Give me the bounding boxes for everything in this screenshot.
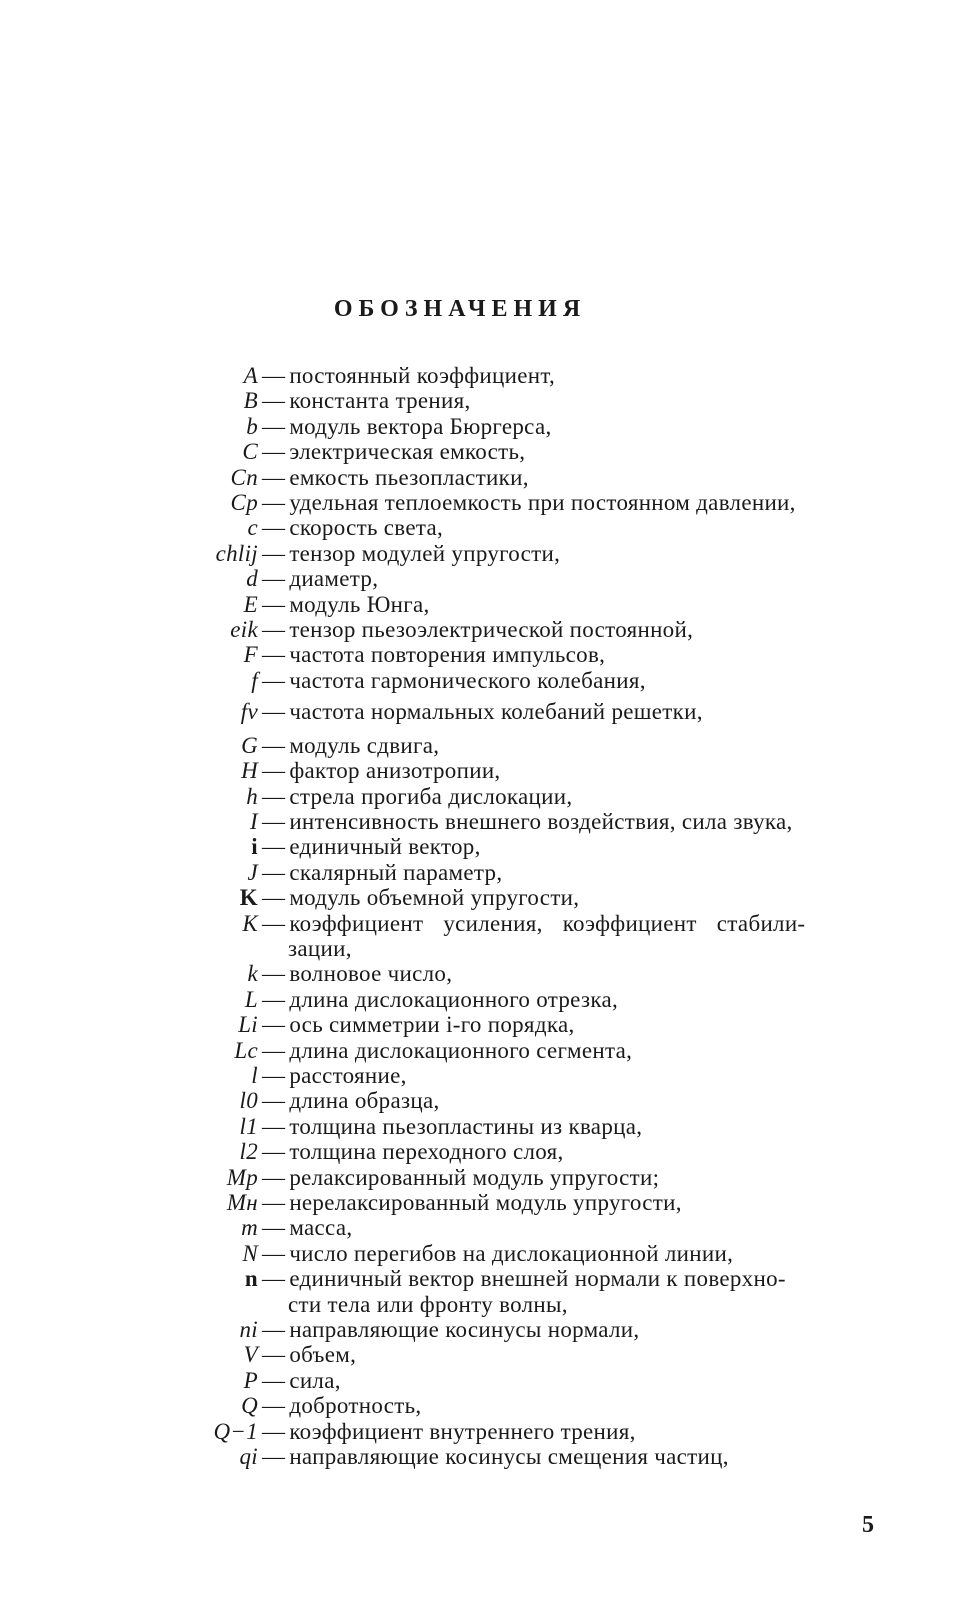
notation-symbol: d	[246, 566, 258, 592]
notation-entry	[0, 961, 979, 986]
notation-symbol: f	[251, 667, 258, 693]
notation-definition: толщина пьезопластины из кварца,	[289, 1113, 643, 1139]
notation-symbol: E	[243, 591, 258, 617]
notation-entry	[0, 1241, 979, 1266]
notation-entry	[0, 1139, 979, 1164]
notation-definition: емкость пьезопластики,	[289, 464, 529, 490]
notation-definition: объем,	[289, 1342, 357, 1368]
notation-symbol: H	[241, 758, 258, 784]
notation-entry	[0, 1215, 979, 1240]
notation-definition: длина дислокационного сегмента,	[289, 1037, 633, 1063]
notation-definition: добротность,	[289, 1393, 422, 1419]
notation-symbol: i	[251, 834, 258, 860]
notation-symbol: n	[244, 1266, 258, 1292]
notation-entry	[0, 1342, 979, 1367]
notation-entry	[0, 617, 979, 642]
notation-definition: сила,	[289, 1367, 341, 1393]
notation-definition: стрела прогиба дислокации,	[289, 783, 573, 809]
notation-definition: удельная теплоемкость при постоянном давлении,	[289, 490, 796, 516]
notation-symbol: m	[241, 1215, 258, 1241]
notation-definition: толщина переходного слоя,	[289, 1139, 564, 1165]
dash: —	[262, 413, 286, 439]
page-number: 5	[862, 1512, 874, 1538]
dash: —	[262, 986, 286, 1012]
notation-symbol: Q−1	[213, 1418, 258, 1444]
notation-symbol: G	[241, 732, 258, 758]
notation-definition: интенсивность внешнего воздействия, сила звука,	[289, 808, 793, 834]
notation-symbol: qi	[239, 1444, 258, 1470]
notation-symbol: A	[243, 363, 258, 388]
notation-entry	[0, 642, 979, 667]
dash: —	[262, 1444, 286, 1470]
notation-symbol: Li	[238, 1012, 258, 1038]
notation-definition: волновое число,	[289, 961, 453, 987]
dash: —	[262, 961, 286, 987]
notation-definition: масса,	[289, 1215, 353, 1241]
dash: —	[262, 540, 286, 566]
dash: —	[262, 1062, 286, 1088]
dash: —	[262, 910, 286, 936]
notation-symbol: b	[246, 413, 258, 439]
notation-symbol: F	[243, 642, 258, 668]
dash: —	[262, 1418, 286, 1444]
notation-entry	[0, 592, 979, 617]
notation-definition: скалярный параметр,	[289, 859, 503, 885]
notation-symbol: eik	[230, 617, 258, 643]
notation-symbol: V	[243, 1342, 258, 1368]
dash: —	[262, 566, 286, 592]
notation-symbol: C	[242, 439, 258, 465]
dash: —	[262, 439, 286, 465]
dash: —	[262, 1367, 286, 1393]
notation-entry	[0, 414, 979, 439]
notation-definition-continuation: сти тела или фронту волны,	[288, 1291, 568, 1317]
dash: —	[262, 642, 286, 668]
notation-definition: единичный вектор внешней нормали к поверхно-	[289, 1266, 786, 1292]
notation-definition: частота гармонического колебания,	[289, 667, 646, 693]
dash: —	[262, 859, 286, 885]
notation-symbol: I	[250, 808, 258, 834]
notation-entry	[0, 1038, 979, 1063]
notation-definition: константа трения,	[289, 388, 471, 414]
notation-symbol: ni	[239, 1317, 258, 1343]
dash: —	[262, 1037, 286, 1063]
notation-symbol: P	[243, 1367, 258, 1393]
dash: —	[262, 1164, 286, 1190]
notation-definition: расстояние,	[289, 1062, 407, 1088]
dash: —	[262, 758, 286, 784]
dash: —	[262, 490, 286, 516]
notation-definition: модуль объемной упругости,	[289, 885, 580, 911]
notation-symbol: J	[247, 859, 258, 885]
notation-entry	[0, 784, 979, 809]
notation-symbol: chlij	[215, 540, 258, 566]
notation-symbol: fν	[240, 699, 258, 725]
notation-symbol: l0	[239, 1088, 258, 1114]
notation-entry	[0, 1063, 979, 1088]
notation-definition: коэффициент усиления, коэффициент стабили-	[289, 910, 806, 936]
notation-definition: единичный вектор,	[289, 834, 481, 860]
dash: —	[262, 464, 286, 490]
notation-symbol: Cp	[230, 490, 258, 516]
dash: —	[262, 363, 286, 388]
notation-entry	[0, 987, 979, 1012]
notation-symbol: L	[244, 986, 258, 1012]
notation-entry	[0, 363, 979, 388]
notation-entry	[0, 439, 979, 464]
notation-entry	[0, 388, 979, 413]
page-title: ОБОЗНАЧЕНИЯ	[333, 296, 587, 322]
notation-symbol: k	[247, 961, 258, 987]
notation-entry	[0, 911, 979, 936]
notation-entry	[0, 1088, 979, 1113]
notation-definition: модуль сдвига,	[289, 732, 440, 758]
dash: —	[262, 808, 286, 834]
notation-entry	[0, 699, 979, 724]
notation-entry	[0, 758, 979, 783]
notation-entry	[0, 1012, 979, 1037]
notation-entry	[0, 885, 979, 910]
dash: —	[262, 1113, 286, 1139]
dash: —	[262, 1139, 286, 1165]
notation-entry	[0, 1419, 979, 1444]
notation-entry	[0, 668, 979, 693]
notation-symbol: K	[242, 910, 258, 936]
dash: —	[262, 783, 286, 809]
dash: —	[262, 1190, 286, 1215]
notation-symbol: l	[251, 1062, 258, 1088]
dash: —	[262, 515, 286, 541]
notation-entry	[0, 490, 979, 515]
notation-definition: тензор пьезоэлектрической постоянной,	[289, 617, 694, 643]
notation-symbol: l2	[239, 1139, 258, 1165]
notation-entry	[0, 1165, 979, 1190]
dash: —	[262, 885, 286, 911]
dash: —	[262, 667, 286, 693]
notation-definition: ось симметрии i-го порядка,	[289, 1012, 575, 1038]
notation-list	[0, 363, 979, 1469]
notation-definition: частота нормальных колебаний решетки,	[289, 699, 703, 725]
notation-definition: фактор анизотропии,	[289, 758, 501, 784]
dash: —	[262, 699, 286, 725]
notation-definition: число перегибов на дислокационной линии,	[289, 1240, 734, 1266]
notation-definition: модуль вектора Бюргерса,	[289, 413, 552, 439]
notation-entry	[0, 1266, 979, 1291]
notation-symbol: Mp	[226, 1164, 258, 1190]
notation-entry	[0, 809, 979, 834]
notation-entry	[0, 1368, 979, 1393]
notation-entry	[0, 1114, 979, 1139]
notation-entry	[0, 465, 979, 490]
dash: —	[262, 1393, 286, 1419]
dash: —	[262, 1266, 286, 1292]
dash: —	[262, 1012, 286, 1038]
notation-definition: релаксированный модуль упругости;	[289, 1164, 660, 1190]
dash: —	[262, 1215, 286, 1241]
notation-definition: длина образца,	[289, 1088, 440, 1114]
notation-symbol: c	[247, 515, 258, 541]
dash: —	[262, 591, 286, 617]
dash: —	[262, 1240, 286, 1266]
notation-symbol: h	[246, 783, 258, 809]
notation-symbol: N	[242, 1240, 258, 1266]
notation-entry	[0, 541, 979, 566]
notation-entry	[0, 1444, 979, 1469]
notation-symbol: Cп	[230, 464, 258, 490]
dash: —	[262, 1088, 286, 1114]
notation-symbol: K	[239, 885, 258, 911]
notation-definition: направляющие косинусы нормали,	[289, 1317, 640, 1343]
notation-definition: скорость света,	[289, 515, 444, 541]
notation-symbol: Q	[241, 1393, 258, 1419]
dash: —	[262, 1317, 286, 1343]
notation-entry	[0, 1393, 979, 1418]
notation-entry	[0, 1317, 979, 1342]
notation-definition: модуль Юнга,	[289, 591, 430, 617]
notation-definition: тензор модулей упругости,	[289, 540, 561, 566]
notation-symbol: B	[243, 388, 258, 414]
notation-entry	[0, 566, 979, 591]
notation-entry	[0, 860, 979, 885]
dash: —	[262, 1342, 286, 1368]
notation-definition-continuation: зации,	[288, 935, 352, 961]
notation-symbol: Lc	[234, 1037, 258, 1063]
dash: —	[262, 388, 286, 414]
notation-entry	[0, 1190, 979, 1215]
dash: —	[262, 617, 286, 643]
notation-definition: постоянный коэффициент,	[289, 363, 556, 388]
notation-entry	[0, 834, 979, 859]
notation-symbol: l1	[239, 1113, 258, 1139]
notation-symbol: Mн	[226, 1190, 258, 1215]
notation-definition: коэффициент внутреннего трения,	[289, 1418, 636, 1444]
notation-definition: длина дислокационного отрезка,	[289, 986, 619, 1012]
dash: —	[262, 834, 286, 860]
notation-definition: направляющие косинусы смещения частиц,	[289, 1444, 729, 1470]
notation-definition: электрическая емкость,	[289, 439, 526, 465]
notation-entry	[0, 733, 979, 758]
notation-entry	[0, 515, 979, 540]
notation-definition: нерелаксированный модуль упругости,	[289, 1190, 682, 1215]
dash: —	[262, 732, 286, 758]
notation-definition: частота повторения импульсов,	[289, 642, 606, 668]
notation-definition: диаметр,	[289, 566, 379, 592]
